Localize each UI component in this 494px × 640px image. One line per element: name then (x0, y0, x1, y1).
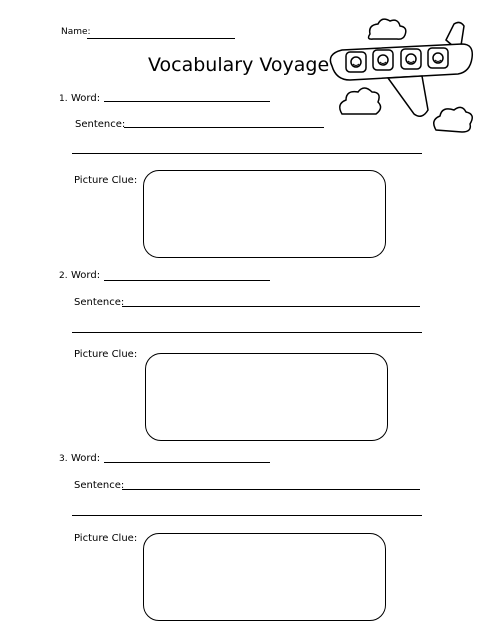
picture-clue-label: Picture Clue: (74, 349, 138, 360)
entry-number: 2. (59, 271, 68, 281)
name-line[interactable] (87, 38, 235, 39)
word-label: Word: (71, 453, 101, 464)
picture-clue-box[interactable] (143, 170, 386, 258)
entry-number: 1. (59, 94, 68, 104)
word-line[interactable] (104, 280, 270, 281)
word-label: Word: (71, 93, 101, 104)
word-line[interactable] (104, 101, 270, 102)
name-label: Name: (61, 27, 91, 37)
cloud-icon (369, 19, 406, 39)
entry-number: 3. (59, 454, 68, 464)
picture-clue-box[interactable] (145, 353, 388, 441)
picture-clue-label: Picture Clue: (74, 175, 138, 186)
page-title: Vocabulary Voyage (148, 54, 330, 76)
sentence-line[interactable] (122, 306, 420, 307)
airplane-illustration (318, 12, 494, 140)
sentence-label: Sentence: (75, 119, 126, 130)
word-label: Word: (71, 270, 101, 281)
cloud-icon (434, 107, 473, 132)
sentence-line-2[interactable] (72, 332, 422, 333)
picture-clue-label: Picture Clue: (74, 533, 138, 544)
sentence-line[interactable] (122, 489, 420, 490)
word-line[interactable] (104, 462, 270, 463)
sentence-line-2[interactable] (72, 153, 422, 154)
picture-clue-box[interactable] (143, 533, 386, 621)
sentence-label: Sentence: (74, 297, 125, 308)
sentence-line[interactable] (124, 127, 324, 128)
sentence-line-2[interactable] (72, 515, 422, 516)
sentence-label: Sentence: (74, 480, 125, 491)
cloud-icon (340, 88, 381, 114)
